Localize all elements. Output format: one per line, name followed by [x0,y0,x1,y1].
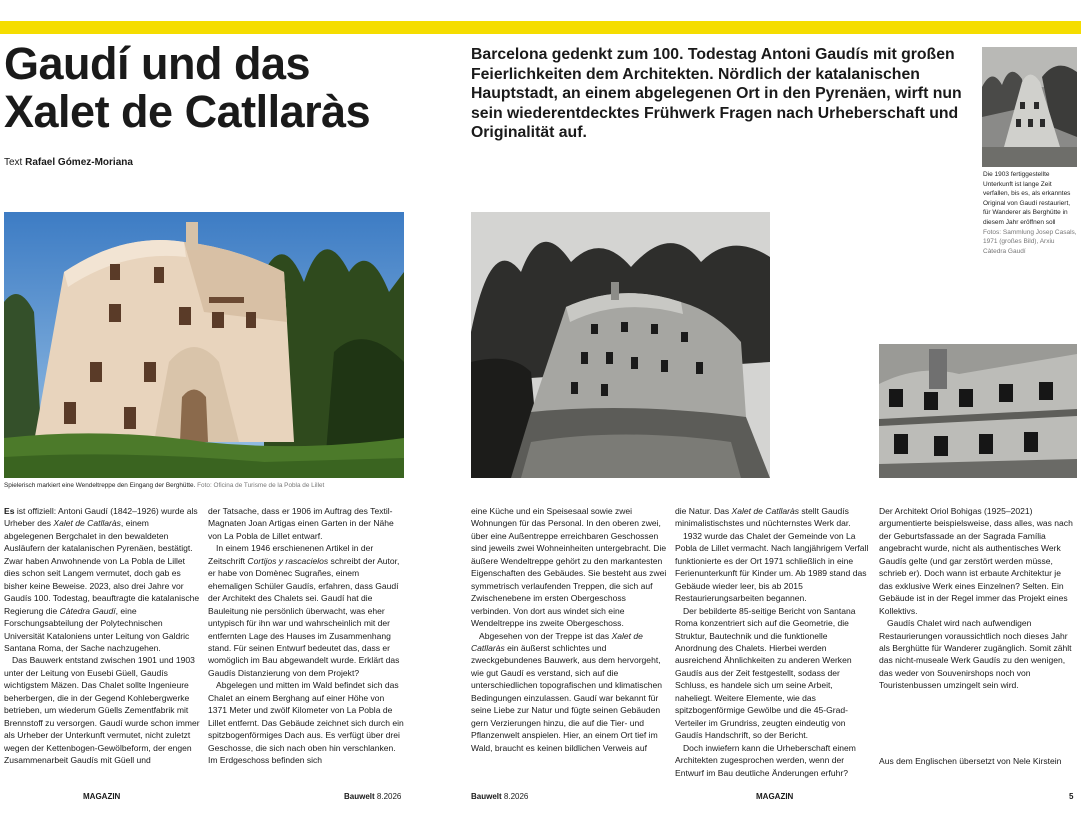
translator-note: Aus dem Englischen übersetzt von Nele Kirstein [879,756,1062,766]
photo-chalet-color [4,212,404,478]
page-number: 5 [1069,792,1074,801]
footer-left-issue [344,792,401,801]
col5-paragraph-2: Gaudís Chalet wird nach aufwendigen Restaurierungen voraussichtlich noch dieses Jahr als Berghütte für Wanderer zugänglich. Somit zählt das nicht-museale Werk Gaudís zu den wenigen, das weder von Souvenirshops noch von Touristenbussen umzingelt sein wird. [879,618,1072,691]
photo-chalet-ruin-small [982,47,1077,167]
caption-top-text: Die 1903 fertiggestellte Unterkunft ist lange Zeit verfallen, bis es, als erkanntes Original von Gaudí restauriert, für Wanderer als Berghütte in diesem Jahr eröffnen soll [983,171,1071,226]
intro-lead: Barcelona gedenkt zum 100. Todestag Antoni Gaudís mit großen Feierlichkeiten dem Architekten. Nördlich der katalanischen Hauptstadt, an einem abgelegenen Ort in den Pyrenäen, wirft nun sein wiederentdecktes Frühwerk Fragen nach Urheberschaft und Originalität auf. [471,46,962,142]
yellow-top-bar [0,21,1081,34]
headline-line-2: Xalet de Catllaràs [4,86,371,137]
col2-p2-a: In einem 1946 erschienenen Artikel in der Zeitschrift [208,543,374,566]
col3-paragraph-2 [471,630,667,755]
col4-paragraph-3: Der bebilderte 85-seitige Bericht von Santana Roma konzentriert sich auf die Geometrie, die Struktur, Bautechnik und die funktionelle Anordnung des Chalets. Hierbei werden ausreichend Ähnlichkeiten zu anderen Werken Gaudís aus der Zeit festgestellt, sodass der Schluss, es handele sich um seine Arbeit, naheliegt. Weitere Elemente, wie das spitzbogenförmige Gewölbe und die 45-Grad-Verteiler im Grundriss, zeugten eindeutig von Gaudís Handschrift, so der Bericht. [675,605,856,741]
caption-top-photo [983,170,1079,256]
caption-main-text: Spielerisch markiert eine Wendeltreppe den Eingang der Berghütte. [4,482,196,489]
caption-top-credit: Fotos: Sammlung Josep Casals, 1971 (großes Bild), Arxiu Càtedra Gaudí [983,228,1077,255]
col4-p1-a: die Natur. Das [675,506,732,516]
col1-lead-word: Es [4,506,15,516]
caption-main-credit: Foto: Oficina de Turisme de la Pobla de Lillet [197,482,325,489]
col4-paragraph-2: 1932 wurde das Chalet der Gemeinde von La Pobla de Lillet vermacht. Nach langjährigem Verfall funktionierte es der Ort 1971 schließlich in eine Ferienunterkunft für Kinder um. Ab 1989 stand das Gebäude wieder leer, bis ab 2015 Restaurierungsarbeiten begannen. [675,530,869,604]
col2-paragraph-2 [208,542,404,679]
col3-paragraph-1: eine Küche und ein Speisesaal sowie zwei Wohnungen für das Personal. In den oberen zwei, über eine Außentreppe erreichbaren Geschossen sind jeweils zwei Wohneinheiten untergebracht. Die äußere Wendeltreppe gehört zu den markantesten Eigenschaften des Gebäudes. Sie besteht aus zwei symmetrisch verlaufenden Treppen, die sich auf Zwischenebene im ersten Obergeschoss verbinden. Von dort aus windet sich eine Wendeltreppe ins zweite Obergeschoss. [471,506,667,629]
col1-p1-em: Xalet de Catllaràs [53,518,121,529]
col2-paragraph-3: Abgelegen und mitten im Wald befindet sich das Chalet an einem Berghang auf einer Höhe von 1371 Meter und zwölf Kilometer von La Pobla de Lillet entfernt. Das Gebäude zeichnet sich durch ein spitzbogenförmiges Dach aus. Es verfügt über drei Geschosse, die sich nach oben hin verschlanken. Im Erdgeschoss befinden sich [208,680,404,766]
footer-left-section: MAGAZIN [83,792,121,801]
col1-p1-a: ist offiziell: Antoni Gaudí (1842–1926) wurde als Urheber des [4,506,198,529]
byline-author: Rafael Gómez-Moriana [25,157,133,168]
col1-p1-b: , einem abgelegenen Bergchalet in den bewaldeten Ausläufern der katalanischen Pyrenäen, bestätigt. Zwar haben Anwohnende von La Pobla de Lillet dies schon seit Langem vermutet, doch gab es bisher keine Beweise. 2023, also drei Jahre vor Gaudís 100. Todestag, beauftragte die katalanische Regierung die [4,518,200,616]
col5-paragraph-1: Der Architekt Oriol Bohigas (1925–2021) argumentierte beispielsweise, dass alles, was nach der Geburtsfassade an der Sagrada Família angebracht wurde, nicht als authentisches Werk Gaudís gelte (und gar zerstört werden müsse, schrieb er). Doch wann ist erbaute Architektur je das exklusive Werk eines Einzelnen? Selten. Ein Gebäude ist in der Regel immer das Projekt eines Kollektivs. [879,506,1073,616]
col2-paragraph-1: der Tatsache, dass er 1906 im Auftrag des Textil-Magnaten Joan Artigas einen Garten in der Nähe von La Pobla de Lillet entwarf. [208,506,394,541]
col1-p1-em2: Càtedra Gaudí [59,605,116,616]
byline [4,157,133,168]
caption-main-photo [4,482,404,489]
col4-paragraph-1 [675,505,871,530]
body-column-5 [879,505,1077,692]
col2-p2-em: Cortijos y rascacielos [247,555,329,566]
col1-paragraph-2: Das Bauwerk entstand zwischen 1901 und 1903 unter der Leitung von Eusebi Güell, Gaudís wichtigstem Mäzen. Das Chalet sollte Ingenieure beherbergen, die in der Gegend Kohlebergwerke betrieben, um wiederum Güells Zementfabrik mit Brennstoff zu versorgen. Gaudí wurde schon immer als Urheber der Unterkunft vermutet, nicht zuletzt wegen der Kettenbogen-Gewölbeform, der engen Zusammenarbeit Gaudís mit Güell und [4,655,200,766]
col3-p2-em: Xalet de Catllaràs [471,630,643,653]
footer-right-mag: Bauwelt [471,792,502,801]
photo-chalet-facade-bw [879,344,1077,478]
col1-paragraph-1 [4,505,200,654]
body-column-4 [675,505,871,779]
footer-right-issue [471,792,528,801]
footer-left-num: 8.2026 [376,792,402,801]
body-column-1 [4,505,200,767]
col4-paragraph-4: Doch inwiefern kann die Urheberschaft einem Architekten zugesprochen werden, wenn der Entwurf im Bau deutliche Änderungen erfuhr? [675,742,856,778]
body-column-3 [471,505,667,754]
byline-prefix: Text [4,157,23,168]
headline [4,40,434,136]
headline-line-1: Gaudí und das [4,38,311,89]
footer-right-section: MAGAZIN [756,792,794,801]
col4-p1-em: Xalet de Catllaràs [731,506,799,516]
col4-p1-b: stellt Gaudís minimalistischstes und nüchternstes Werk dar. [675,506,851,529]
footer-right-num: 8.2026 [503,792,529,801]
body-column-2 [208,505,404,767]
col3-p2-b: ein äußerst schlichtes und zweckgebundenes Bauwerk, aus dem hervorgeht, wie gut Gaudí es verstand, sich auf die unterschiedlichen topografischen und klimatischen Bedingungen einzulassen. Gaudí war bekannt für seine Liebe zur Natur und fügte seinen Gebäuden gern Verzierungen hinzu, die auf die Tier- und Pflanzenwelt anspielen. Hier, an einem Ort tief im Wald, braucht es keinen bildlichen Verweis auf [471,642,662,753]
photo-chalet-1971-bw [471,212,770,478]
footer-left-mag: Bauwelt [344,792,375,801]
col2-p2-b: schreibt der Autor, er habe von Domènec Sugrañes, einem ehemaligen Schüler Gaudís, erfahren, dass Gaudí der Architekt des Chalets sei. Gaudí hat die Bauleitung nie persönlich überwacht, was eher untypisch für ihn war und wahrscheinlich mit der entfernten Lage des Hauses im Zusammenhang stand. Für seinen Entwurf bedeutet das, dass er womöglich im Bau abgewandelt wurde. Erklärt das Gaudís Distanzierung von dem Projekt? [208,555,400,678]
col1-p1-c: , eine Forschungsabteilung der Polytechnischen Universität Kataloniens unter Leitung von Galdric Santana Roma, der Sache nachzugehen. [4,605,190,653]
col3-p2-a: Abgesehen von der Treppe ist das [479,630,612,641]
